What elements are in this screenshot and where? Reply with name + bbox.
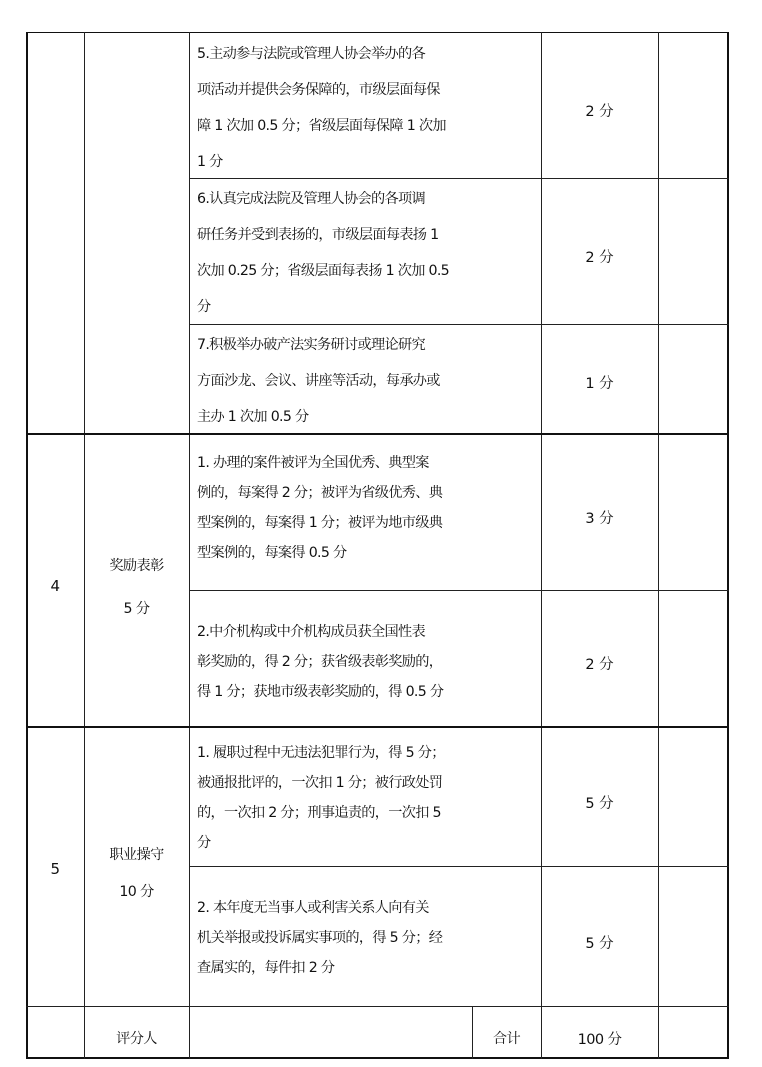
- criterion-line: 6.认真完成法院及管理人协会的各项调: [197, 191, 425, 207]
- col-divider-4: [658, 32, 659, 1059]
- criterion-line: 的，一次扣 2 分；刑事追责的，一次扣 5: [197, 805, 441, 821]
- scorer-label: 评分人: [116, 1031, 157, 1047]
- criterion-line: 7.积极举办破产法实务研讨或理论研究: [197, 337, 425, 353]
- group-5-points: 10 分: [119, 884, 154, 900]
- score-3-6: 2 分: [585, 250, 614, 266]
- criterion-line: 型案例的，每案得 1 分；被评为地市级典: [197, 515, 443, 531]
- row-divider-5-1-2: [189, 866, 729, 867]
- group-5-number: 5: [50, 860, 60, 878]
- criterion-line: 机关举报或投诉属实事项的，得 5 分；经: [197, 930, 443, 946]
- total-value: 100 分: [577, 1032, 622, 1048]
- score-4-1: 3 分: [585, 511, 614, 527]
- col-divider-1: [84, 32, 85, 1059]
- score-3-7: 1 分: [585, 376, 614, 392]
- criterion-line: 次加 0.25 分；省级层面每表扬 1 次加 0.5: [197, 263, 449, 279]
- criterion-line: 1. 履职过程中无违法犯罪行为，得 5 分；: [197, 745, 445, 761]
- criterion-line: 主办 1 次加 0.5 分: [197, 409, 309, 425]
- score-4-2: 2 分: [585, 657, 614, 673]
- group-5-category: 职业操守: [109, 847, 164, 863]
- group-4-number: 4: [50, 577, 60, 595]
- criterion-line: 2.中介机构或中介机构成员获全国性表: [197, 624, 425, 640]
- score-5-2: 5 分: [585, 936, 614, 952]
- col-divider-2: [189, 32, 190, 1059]
- criterion-4-1: [197, 448, 537, 568]
- criterion-line: 被通报批评的，一次扣 1 分；被行政处罚: [197, 775, 443, 791]
- criterion-line: 1 分: [197, 154, 223, 170]
- group-4-category: 奖励表彰: [109, 558, 164, 574]
- criterion-line: 型案例的，每案得 0.5 分: [197, 545, 347, 561]
- criterion-3-5: [197, 36, 537, 180]
- criterion-line: 例的，每案得 2 分；被评为省级优秀、典: [197, 485, 443, 501]
- total-label: 合计: [492, 1031, 521, 1047]
- scorer-field[interactable]: [190, 1007, 472, 1059]
- criterion-line: 查属实的，每件扣 2 分: [197, 960, 335, 976]
- score-3-5: 2 分: [585, 104, 614, 120]
- criterion-4-2: [197, 617, 537, 707]
- criterion-line: 研任务并受到表扬的，市级层面每表扬 1: [197, 227, 439, 243]
- criterion-line: 彰奖励的，得 2 分；获省级表彰奖励的，: [197, 654, 443, 670]
- criterion-line: 得 1 分；获地市级表彰奖励的，得 0.5 分: [197, 684, 444, 700]
- row-divider-group5: [26, 726, 729, 728]
- final-score-field[interactable]: [659, 1007, 729, 1059]
- criterion-line: 5.主动参与法院或管理人协会举办的各: [197, 46, 425, 62]
- criterion-3-6: [197, 181, 537, 325]
- criterion-line: 方面沙龙、会议、讲座等活动，每承办或: [197, 373, 440, 389]
- criterion-line: 分: [197, 835, 211, 851]
- row-divider-4-1-2: [189, 590, 729, 591]
- criterion-line: 分: [197, 299, 211, 315]
- criterion-line: 项活动并提供会务保障的，市级层面每保: [197, 82, 440, 98]
- group-4-points: 5 分: [123, 601, 150, 617]
- score-5-1: 5 分: [585, 796, 614, 812]
- criterion-3-7: [197, 327, 537, 435]
- criterion-line: 1. 办理的案件被评为全国优秀、典型案: [197, 455, 429, 471]
- criterion-5-1: [197, 738, 537, 858]
- criterion-5-2: [197, 893, 537, 983]
- criterion-line: 障 1 次加 0.5 分；省级层面每保障 1 次加: [197, 118, 446, 134]
- col-divider-3: [541, 32, 542, 1059]
- criterion-line: 2. 本年度无当事人或利害关系人向有关: [197, 900, 429, 916]
